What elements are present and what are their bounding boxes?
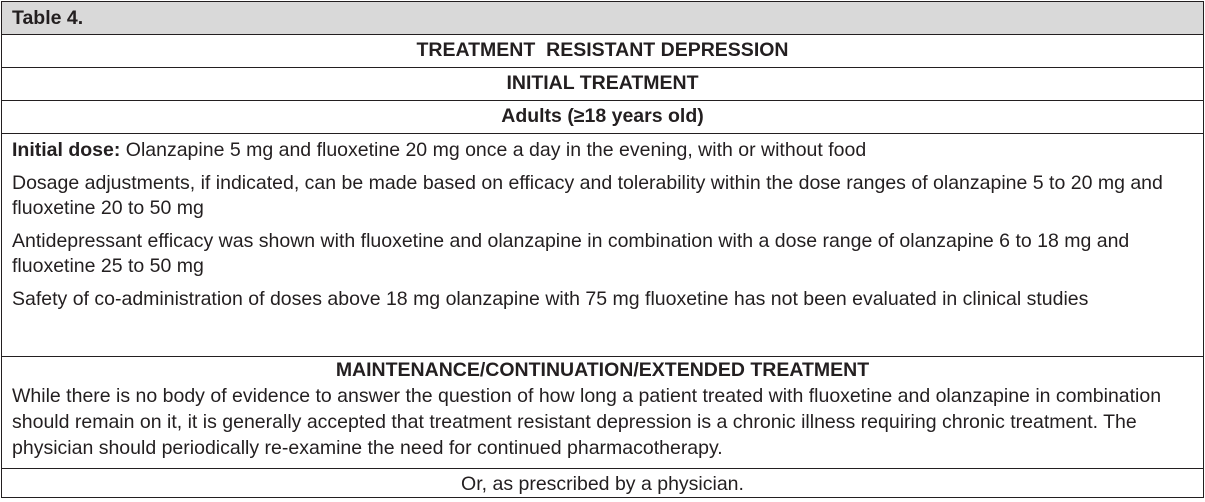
- initial-dose-label: Initial dose:: [12, 139, 121, 161]
- maintenance-row: [2, 357, 1203, 469]
- dosage-adjustments-paragraph: Dosage adjustments, if indicated, can be made based on efficacy and tolerability within the dose ranges of olanzapine 5 to 20 mg and fluoxetine 20 to 50 mg: [12, 172, 1163, 219]
- maintenance-text: While there is no body of evidence to answer the question of how long a patient treated with fluoxetine and olanzapine in combination should remain on it, it is generally accepted that treatment resistant depression is a chronic illness requiring chronic treatment. The physician should periodically re-examine the need for continued pharmacotherapy.: [12, 385, 1162, 459]
- table-subheading: INITIAL TREATMENT: [506, 72, 699, 94]
- initial-dose-paragraph: [2, 138, 1203, 163]
- efficacy-paragraph: Antidepressant efficacy was shown with fluoxetine and olanzapine in combination with a dose range of olanzapine 6 to 18 mg and fluoxetine 25 to 50 mg: [12, 230, 1130, 277]
- heading-row: [2, 35, 1203, 68]
- subheading-row: [2, 68, 1203, 101]
- population-row: [2, 101, 1203, 134]
- table-heading: TREATMENT RESISTANT DEPRESSION: [416, 39, 789, 61]
- table-title-row: [2, 2, 1203, 35]
- safety-paragraph: Safety of co-administration of doses above 18 mg olanzapine with 75 mg fluoxetine has not been evaluated in clinical studies: [12, 288, 1089, 310]
- footer-note: Or, as prescribed by a physician.: [461, 473, 744, 495]
- initial-dose-text: Olanzapine 5 mg and fluoxetine 20 mg once a day in the evening, with or without food: [120, 139, 867, 161]
- treatment-table: [1, 1, 1204, 498]
- population-label: Adults (≥18 years old): [501, 105, 704, 127]
- footer-row: [2, 469, 1203, 502]
- maintenance-heading: MAINTENANCE/CONTINUATION/EXTENDED TREATMENT: [335, 359, 870, 381]
- table-title: Table 4.: [12, 7, 84, 29]
- initial-treatment-body: [2, 138, 1203, 357]
